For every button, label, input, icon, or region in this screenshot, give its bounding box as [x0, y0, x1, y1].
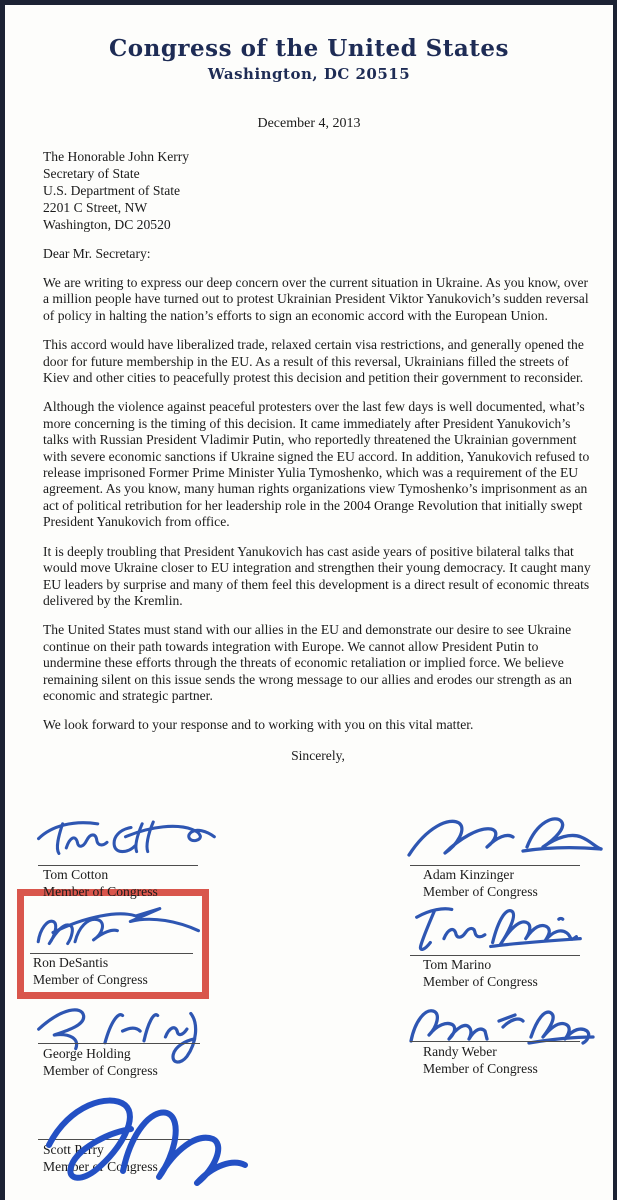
letter-date: December 4, 2013: [257, 116, 361, 131]
signatory-name: Scott Perry: [43, 1142, 104, 1157]
recipient-line: Washington, DC 20520: [43, 217, 171, 232]
letterhead: [5, 36, 613, 83]
signature-tom-marino-image: [405, 897, 590, 960]
recipient-address: [43, 148, 593, 233]
signatory-block: [33, 955, 148, 988]
signature-area: [5, 801, 617, 1200]
body-paragraph: Although the violence against peaceful protesters over the last few days is well documented, what’s more concerning is the timing of this decision. It came immediately after President Yanukovich’s talks with Russian President Vladimir Putin, who reportedly threatened the Ukrainian government with severe economic sanctions if Ukraine signed the EU accord. In addition, Yanukovich refused to release imprisoned Former Prime Minister Yulia Tymoshenko, which was a requirement of the EU agreement. As you know, many human rights organizations view Tymoshenko’s imprisonment as an act of political retribution for her leadership role in the 2004 Orange Revolution that initially swept President Yanukovich from office.: [43, 399, 590, 530]
signatory-name: Tom Cotton: [43, 867, 109, 882]
signatory-block: [423, 867, 538, 900]
body-paragraph: It is deeply troubling that President Yanukovich has cast aside years of positive bilateral talks that would move Ukraine closer to EU integration and strengthen their young democracy. It caught many EU leaders by surprise and many of them feel this development is a direct result of economic threats delivered by the Kremlin.: [43, 543, 591, 608]
signature-line: [38, 865, 198, 866]
body-paragraph: We look forward to your response and to working with you on this vital matter.: [43, 717, 474, 733]
recipient-line: 2201 C Street, NW: [43, 200, 148, 215]
signature-line: [410, 865, 580, 866]
recipient-line: U.S. Department of State: [43, 183, 181, 198]
signatory-block: [43, 867, 158, 900]
signatory-block: [423, 1044, 538, 1077]
signature-line: [30, 953, 193, 954]
closing: Sincerely,: [291, 747, 345, 763]
signature-line: [410, 1041, 580, 1042]
letterhead-subtitle: Washington, DC 20515: [207, 65, 411, 83]
letterhead-title: Congress of the United States: [108, 35, 510, 62]
signatory-title: Member of Congress: [423, 973, 538, 989]
letter-body: [43, 275, 593, 734]
recipient-line: Secretary of State: [43, 166, 140, 181]
signatory-title: Member of Congress: [43, 883, 158, 899]
signature-ron-desantis-image: [29, 901, 204, 958]
body-paragraph: The United States must stand with our allies in the EU and demonstrate our desire to see Ukraine continue on their path towards integration with Europe. We cannot allow President Putin to undermine these efforts through the threats of economic retaliation or implied force. We believe remaining silent on this issue sends the wrong message to our allies and erodes our strength as an economic and strategic partner.: [43, 622, 572, 703]
signature-line: [38, 1043, 200, 1044]
signatory-name: Tom Marino: [423, 957, 492, 972]
signature-line: [410, 955, 580, 956]
signature-tom-cotton-image: [33, 803, 218, 870]
body-paragraph: We are writing to express our deep concern over the current situation in Ukraine. As you know, over a million people have turned out to protest Ukrainian President Viktor Yanukovich’s sudden reversal of policy in halting the nation’s efforts to sign an economic accord with the European Union.: [43, 275, 589, 323]
body-paragraph: This accord would have liberalized trade, relaxed certain visa restrictions, and generally opened the door for future membership in the EU. As a result of this reversal, Ukrainians filled the streets of Kiev and other cities to peacefully protest this decision and petition their government to reconsider.: [43, 337, 584, 386]
signatory-title: Member of Congress: [423, 883, 538, 899]
signatory-block: [423, 957, 538, 990]
recipient-line: The Honorable John Kerry: [43, 149, 190, 164]
salutation: Dear Mr. Secretary:: [43, 246, 151, 261]
signatory-title: Member of Congress: [33, 971, 148, 987]
signature-adam-kinzinger-image: [403, 809, 603, 870]
signatory-name: George Holding: [43, 1046, 131, 1061]
signature-scott-perry-image: [25, 1083, 260, 1200]
signatory-name: Randy Weber: [423, 1044, 497, 1059]
signatory-title: Member of Congress: [423, 1060, 538, 1076]
signatory-title: Member of Congress: [43, 1158, 158, 1174]
signatory-name: Adam Kinzinger: [423, 867, 514, 882]
signatory-name: Ron DeSantis: [33, 955, 109, 970]
signatory-title: Member of Congress: [43, 1062, 158, 1078]
signatory-block: [43, 1046, 158, 1079]
